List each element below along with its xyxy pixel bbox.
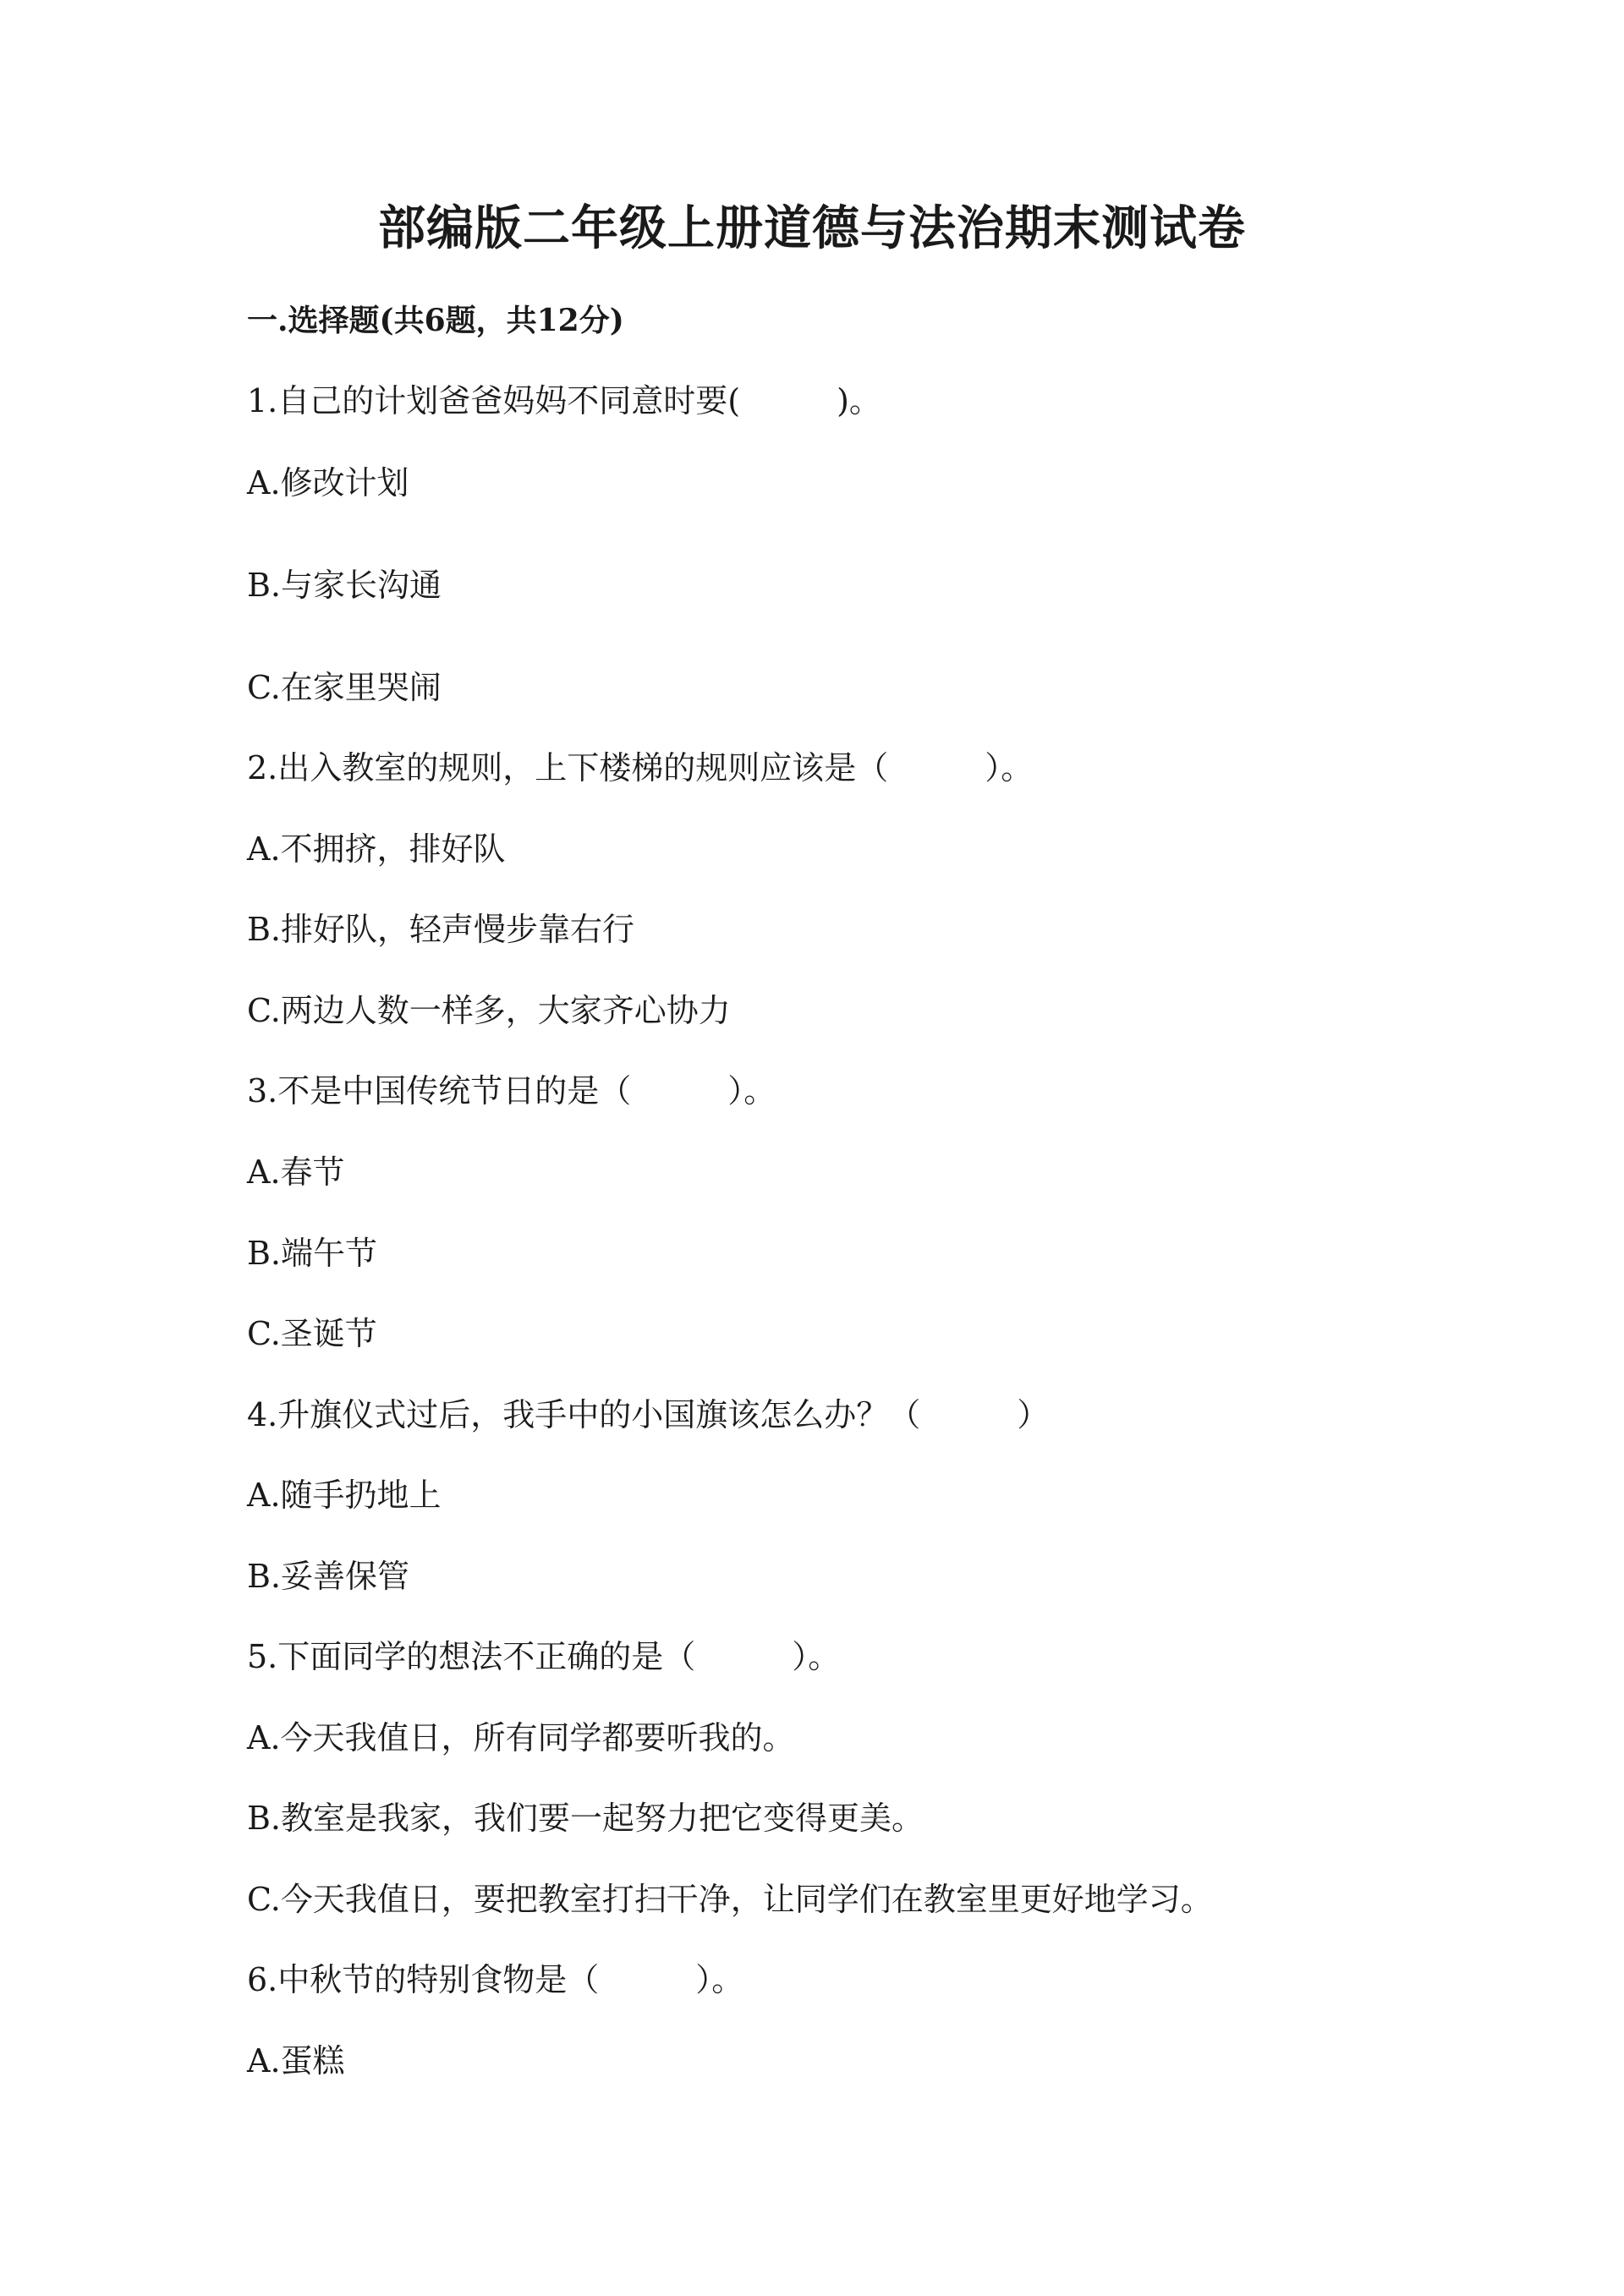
question-option: A.随手扔地上 bbox=[247, 1477, 442, 1514]
question-option: A.今天我值日，所有同学都要听我的。 bbox=[247, 1719, 795, 1756]
question-stem: 1.自己的计划爸爸妈妈不同意时要( )。 bbox=[247, 382, 881, 419]
question-option: B.妥善保管 bbox=[247, 1558, 410, 1595]
question-option: B.端午节 bbox=[247, 1235, 378, 1272]
section-heading: 一.选择题(共6题，共12分) bbox=[247, 303, 624, 338]
question-option: A.蛋糕 bbox=[247, 2042, 345, 2080]
question-option: C.圣诞节 bbox=[247, 1315, 377, 1352]
question-option: A.修改计划 bbox=[247, 464, 409, 501]
question-stem: 5.下面同学的想法不正确的是（ ）。 bbox=[247, 1638, 841, 1675]
question-option: C.两边人数一样多，大家齐心协力 bbox=[247, 992, 731, 1029]
question-option: A.春节 bbox=[247, 1153, 345, 1191]
question-stem: 2.出入教室的规则，上下楼梯的规则应该是（ ）。 bbox=[247, 749, 1034, 786]
question-stem: 3.不是中国传统节日的是（ ）。 bbox=[247, 1072, 776, 1110]
question-option: A.不拥挤，排好队 bbox=[247, 830, 506, 868]
question-option: B.排好队，轻声慢步靠右行 bbox=[247, 911, 635, 948]
question-option: B.与家长沟通 bbox=[247, 567, 442, 604]
question-option: B.教室是我家，我们要一起努力把它变得更美。 bbox=[247, 1800, 924, 1837]
question-stem: 6.中秋节的特别食物是（ ）。 bbox=[247, 1961, 744, 1998]
question-option: C.今天我值日，要把教室打扫干净，让同学们在教室里更好地学习。 bbox=[247, 1881, 1213, 1918]
question-stem: 4.升旗仪式过后，我手中的小国旗该怎么办？（ ） bbox=[247, 1396, 1050, 1433]
question-option: C.在家里哭闹 bbox=[247, 669, 442, 706]
exam-title: 部编版二年级上册道德与法治期末测试卷 bbox=[378, 200, 1246, 256]
